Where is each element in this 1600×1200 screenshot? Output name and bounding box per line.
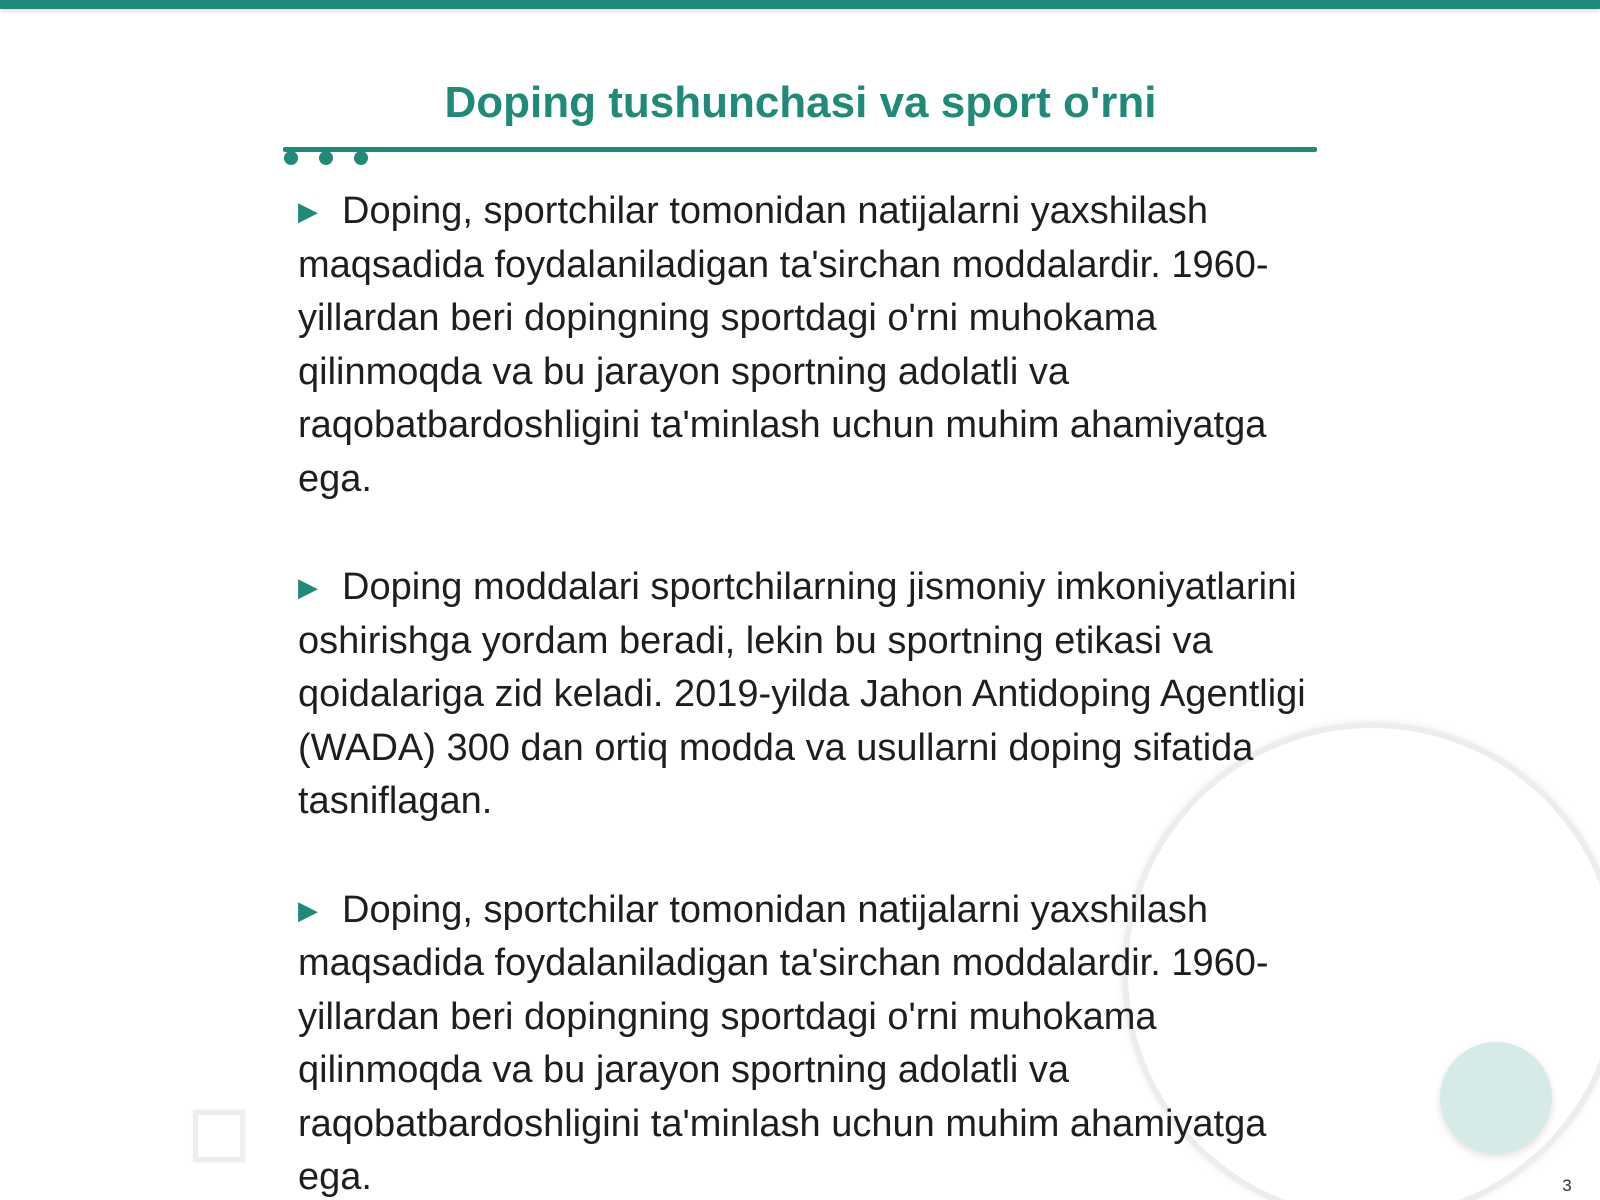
bullet-text: Doping moddalari sportchilarning jismoniy imkoniyatlarini oshirishga yordam beradi, lekin bu sportning etikasi va qoidalariga zid keladi. 2019-yilda Jahon Antidoping Agentligi (WADA) 300 dan ortiq modda va usullarni doping sifatida tasniflagan. bbox=[298, 566, 1306, 822]
title-underline-dot bbox=[319, 151, 333, 165]
title-underline bbox=[283, 147, 1317, 152]
slide-title: Doping tushunchasi va sport o'rni bbox=[444, 78, 1157, 127]
bullet-paragraph bbox=[298, 561, 1318, 829]
title-underline-dot bbox=[354, 151, 368, 165]
bullet-arrow-icon: ▶ bbox=[298, 196, 318, 226]
bullet-paragraph bbox=[298, 884, 1318, 1200]
bullet-list bbox=[298, 185, 1318, 1200]
top-accent-bar bbox=[0, 0, 1600, 9]
decorative-square bbox=[193, 1110, 245, 1162]
bullet-text: Doping, sportchilar tomonidan natijalarni yaxshilash maqsadida foydalaniladigan ta'sirchan moddalardir. 1960-yillardan beri dopingning sportdagi o'rni muhokama qilinmoqda va bu jarayon sportning adolatli va raqobatbardoshligini ta'minlash uchun muhim ahamiyatga ega. bbox=[298, 190, 1269, 500]
bullet-arrow-icon: ▶ bbox=[298, 572, 318, 602]
page-number: 3 bbox=[1562, 1176, 1572, 1195]
bullet-text: Doping, sportchilar tomonidan natijalarni yaxshilash maqsadida foydalaniladigan ta'sirchan moddalardir. 1960-yillardan beri dopingning sportdagi o'rni muhokama qilinmoqda va bu jarayon sportning adolatli va raqobatbardoshligini ta'minlash uchun muhim ahamiyatga ega. bbox=[298, 888, 1269, 1198]
bullet-paragraph bbox=[298, 185, 1318, 506]
decorative-circle bbox=[1440, 1042, 1552, 1154]
title-underline-dot bbox=[284, 151, 298, 165]
bullet-arrow-icon: ▶ bbox=[298, 894, 318, 925]
